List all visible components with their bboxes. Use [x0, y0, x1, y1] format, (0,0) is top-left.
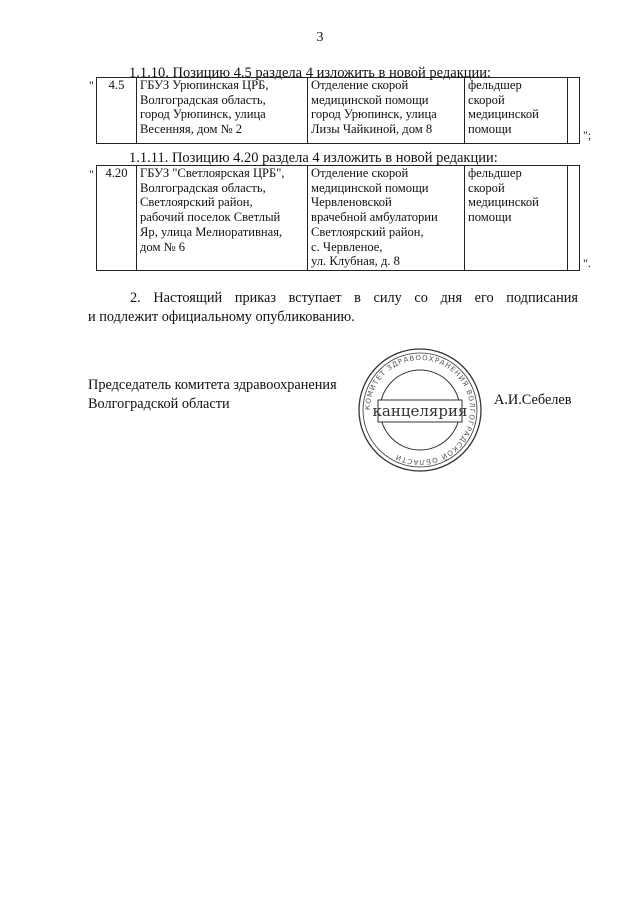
close-mark: ";	[583, 128, 592, 142]
close-mark: ".	[583, 256, 591, 270]
stamp-ring-text: КОМИТЕТ ЗДРАВООХРАНЕНИЯ ВОЛГОГРАДСКОЙ ОБЛАСТИ	[363, 353, 477, 467]
department-cell: Отделение скорой медицинской помощи Червленовской врачебной амбулатории Светлоярский район, с. Червленое, ул. Клубная, д. 8	[308, 166, 465, 271]
paragraph-line-2: и подлежит официальному опубликованию.	[88, 309, 355, 325]
signatory-name: А.И.Себелев	[494, 392, 572, 408]
position-number: 4.20	[97, 166, 137, 271]
table-row	[97, 166, 580, 271]
page-number: 3	[316, 30, 324, 45]
staff-position-cell: фельдшер скорой медицинской помощи	[465, 78, 568, 144]
stamp-center-text: канцелярия	[372, 402, 468, 420]
position-number: 4.5	[97, 78, 137, 144]
institution-cell: ГБУЗ Урюпинская ЦРБ, Волгоградская область, город Урюпинск, улица Весенняя, дом № 2	[137, 78, 308, 144]
amendment-heading-4-5: 1.1.10. Позицию 4.5 раздела 4 изложить в новой редакции:	[129, 65, 492, 81]
empty-cell	[568, 166, 580, 271]
department-cell: Отделение скорой медицинской помощи город Урюпинск, улица Лизы Чайкиной, дом 8	[308, 78, 465, 144]
paragraph-line-1: 2. Настоящий приказ вступает в силу со дня его подписания	[130, 290, 578, 306]
empty-cell	[568, 78, 580, 144]
position-table-4-5	[96, 77, 580, 144]
signatory-title: Председатель комитета здравоохранения Волгоградской области	[88, 377, 337, 412]
office-stamp	[356, 346, 484, 474]
amendment-heading-4-20: 1.1.11. Позицию 4.20 раздела 4 изложить в новой редакции:	[129, 150, 498, 166]
staff-position-cell: фельдшер скорой медицинской помощи	[465, 166, 568, 271]
table-row	[97, 78, 580, 144]
institution-cell: ГБУЗ "Светлоярская ЦРБ", Волгоградская область, Светлоярский район, рабочий поселок Светлый Яр, улица Мелиоративная, дом № 6	[137, 166, 308, 271]
open-quote: "	[89, 78, 94, 92]
effective-date-paragraph	[88, 289, 578, 327]
open-quote: "	[89, 167, 94, 181]
position-table-4-20	[96, 165, 580, 271]
